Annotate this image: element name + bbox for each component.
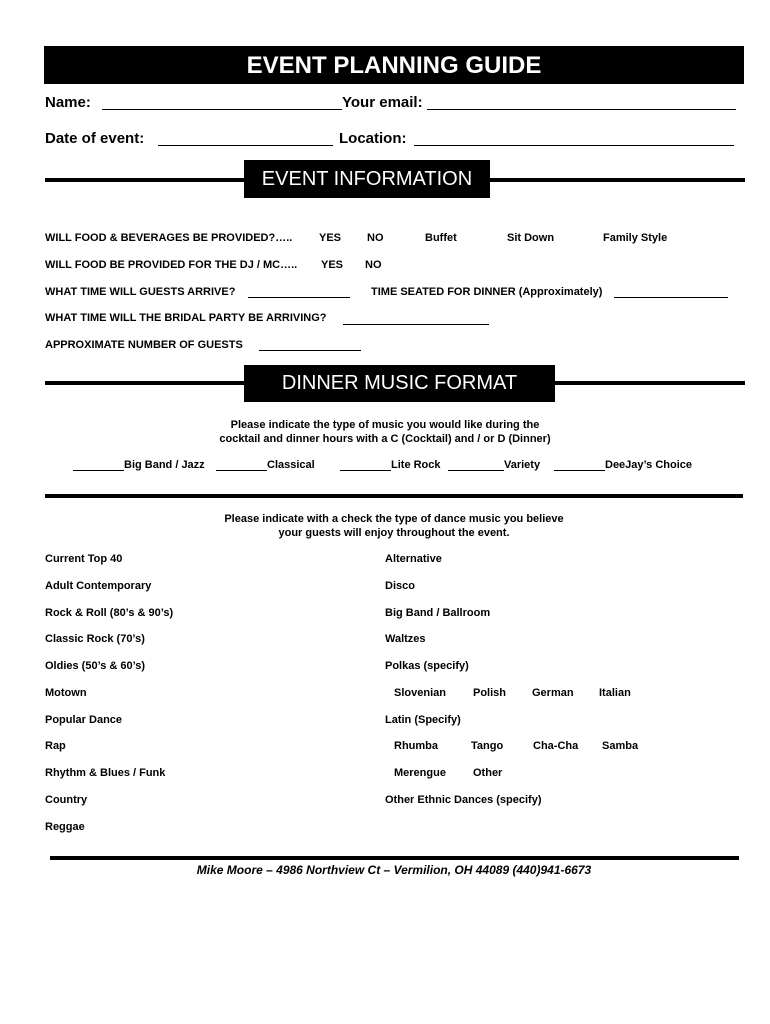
polka-option[interactable]: Italian — [599, 687, 631, 699]
dj-question: WILL FOOD BE PROVIDED FOR THE DJ / MC….. — [45, 259, 298, 271]
name-label: Name: — [45, 94, 91, 111]
genre-item[interactable]: Reggae — [45, 821, 85, 833]
classical-blank[interactable] — [216, 470, 267, 471]
genre-item[interactable]: Alternative — [385, 553, 442, 565]
bridal-question: WHAT TIME WILL THE BRIDAL PARTY BE ARRIVING? — [45, 312, 327, 324]
dinner-music-heading: DINNER MUSIC FORMAT — [244, 365, 555, 402]
food-no-option[interactable]: NO — [367, 232, 384, 244]
genre-item[interactable]: Rap — [45, 740, 66, 752]
page-title: EVENT PLANNING GUIDE — [44, 46, 744, 84]
seated-time-field[interactable] — [614, 297, 728, 298]
name-field[interactable] — [102, 109, 342, 110]
dinner-option-bigband: Big Band / Jazz — [124, 459, 205, 471]
dinner-option-classical: Classical — [267, 459, 315, 471]
latin-option[interactable]: Tango — [471, 740, 504, 752]
arrive-question: WHAT TIME WILL GUESTS ARRIVE? — [45, 286, 236, 298]
footer-contact: Mike Moore – 4986 Northview Ct – Vermilion, OH 44089 (440)941-6673 — [196, 863, 592, 877]
genre-item[interactable]: Disco — [385, 580, 415, 592]
latin-option[interactable]: Cha-Cha — [533, 740, 579, 752]
genre-item[interactable]: Country — [45, 794, 88, 806]
polka-option[interactable]: Slovenian — [394, 687, 446, 699]
dinner-option-variety: Variety — [504, 459, 541, 471]
section-divider — [45, 494, 743, 498]
buffet-option[interactable]: Buffet — [425, 232, 457, 244]
bridal-time-field[interactable] — [343, 324, 489, 325]
date-field[interactable] — [158, 145, 333, 146]
genre-item[interactable]: Popular Dance — [45, 714, 123, 726]
food-yes-option[interactable]: YES — [319, 232, 342, 244]
genre-item[interactable]: Rock & Roll (80’s & 90’s) — [45, 607, 174, 619]
bigband-blank[interactable] — [73, 470, 124, 471]
dj-yes-option[interactable]: YES — [321, 259, 344, 271]
dinner-option-literock: Lite Rock — [391, 459, 441, 471]
location-label: Location: — [339, 130, 407, 147]
family-style-option[interactable]: Family Style — [603, 232, 668, 244]
literock-blank[interactable] — [340, 470, 391, 471]
genre-item[interactable]: Motown — [45, 687, 87, 699]
date-label: Date of event: — [45, 130, 145, 147]
polka-option[interactable]: Polish — [473, 687, 507, 699]
genre-item[interactable]: Latin (Specify) — [385, 714, 461, 726]
genre-item[interactable]: Adult Contemporary — [45, 580, 152, 592]
guest-count-field[interactable] — [259, 350, 361, 351]
genre-item[interactable]: Big Band / Ballroom — [385, 607, 491, 619]
genre-item[interactable]: Waltzes — [385, 633, 426, 645]
seated-question: TIME SEATED FOR DINNER (Approximately) — [371, 286, 603, 298]
latin-option[interactable]: Samba — [602, 740, 639, 752]
email-field[interactable] — [427, 109, 736, 110]
genre-item[interactable]: Other Ethnic Dances (specify) — [385, 794, 542, 806]
genre-item[interactable]: Classic Rock (70’s) — [45, 633, 145, 645]
genre-item[interactable]: Rhythm & Blues / Funk — [45, 767, 166, 779]
latin-option[interactable]: Merengue — [394, 767, 446, 779]
genre-item[interactable]: Oldies (50’s & 60’s) — [45, 660, 146, 672]
dinner-instructions-line2: cocktail and dinner hours with a C (Cocktail) and / or D (Dinner) — [219, 433, 551, 445]
food-question: WILL FOOD & BEVERAGES BE PROVIDED?….. — [45, 232, 293, 244]
dinner-option-deejay: DeeJay’s Choice — [605, 459, 693, 471]
dj-no-option[interactable]: NO — [365, 259, 382, 271]
arrive-time-field[interactable] — [248, 297, 350, 298]
event-info-heading: EVENT INFORMATION — [244, 160, 490, 198]
guests-question: APPROXIMATE NUMBER OF GUESTS — [45, 339, 243, 351]
latin-option[interactable]: Rhumba — [394, 740, 438, 752]
deejay-blank[interactable] — [554, 470, 605, 471]
dance-instructions-line2: your guests will enjoy throughout the event. — [278, 527, 510, 539]
dinner-instructions-line1: Please indicate the type of music you would like during the — [230, 419, 540, 431]
footer-rule — [50, 856, 739, 860]
location-field[interactable] — [414, 145, 734, 146]
latin-option[interactable]: Other — [473, 767, 503, 779]
genre-item[interactable]: Polkas (specify) — [385, 660, 469, 672]
email-label: Your email: — [342, 94, 423, 111]
variety-blank[interactable] — [448, 470, 504, 471]
sitdown-option[interactable]: Sit Down — [507, 232, 555, 244]
polka-option[interactable]: German — [532, 687, 574, 699]
dance-instructions-line1: Please indicate with a check the type of dance music you believe — [224, 513, 564, 525]
genre-item[interactable]: Current Top 40 — [45, 553, 123, 565]
